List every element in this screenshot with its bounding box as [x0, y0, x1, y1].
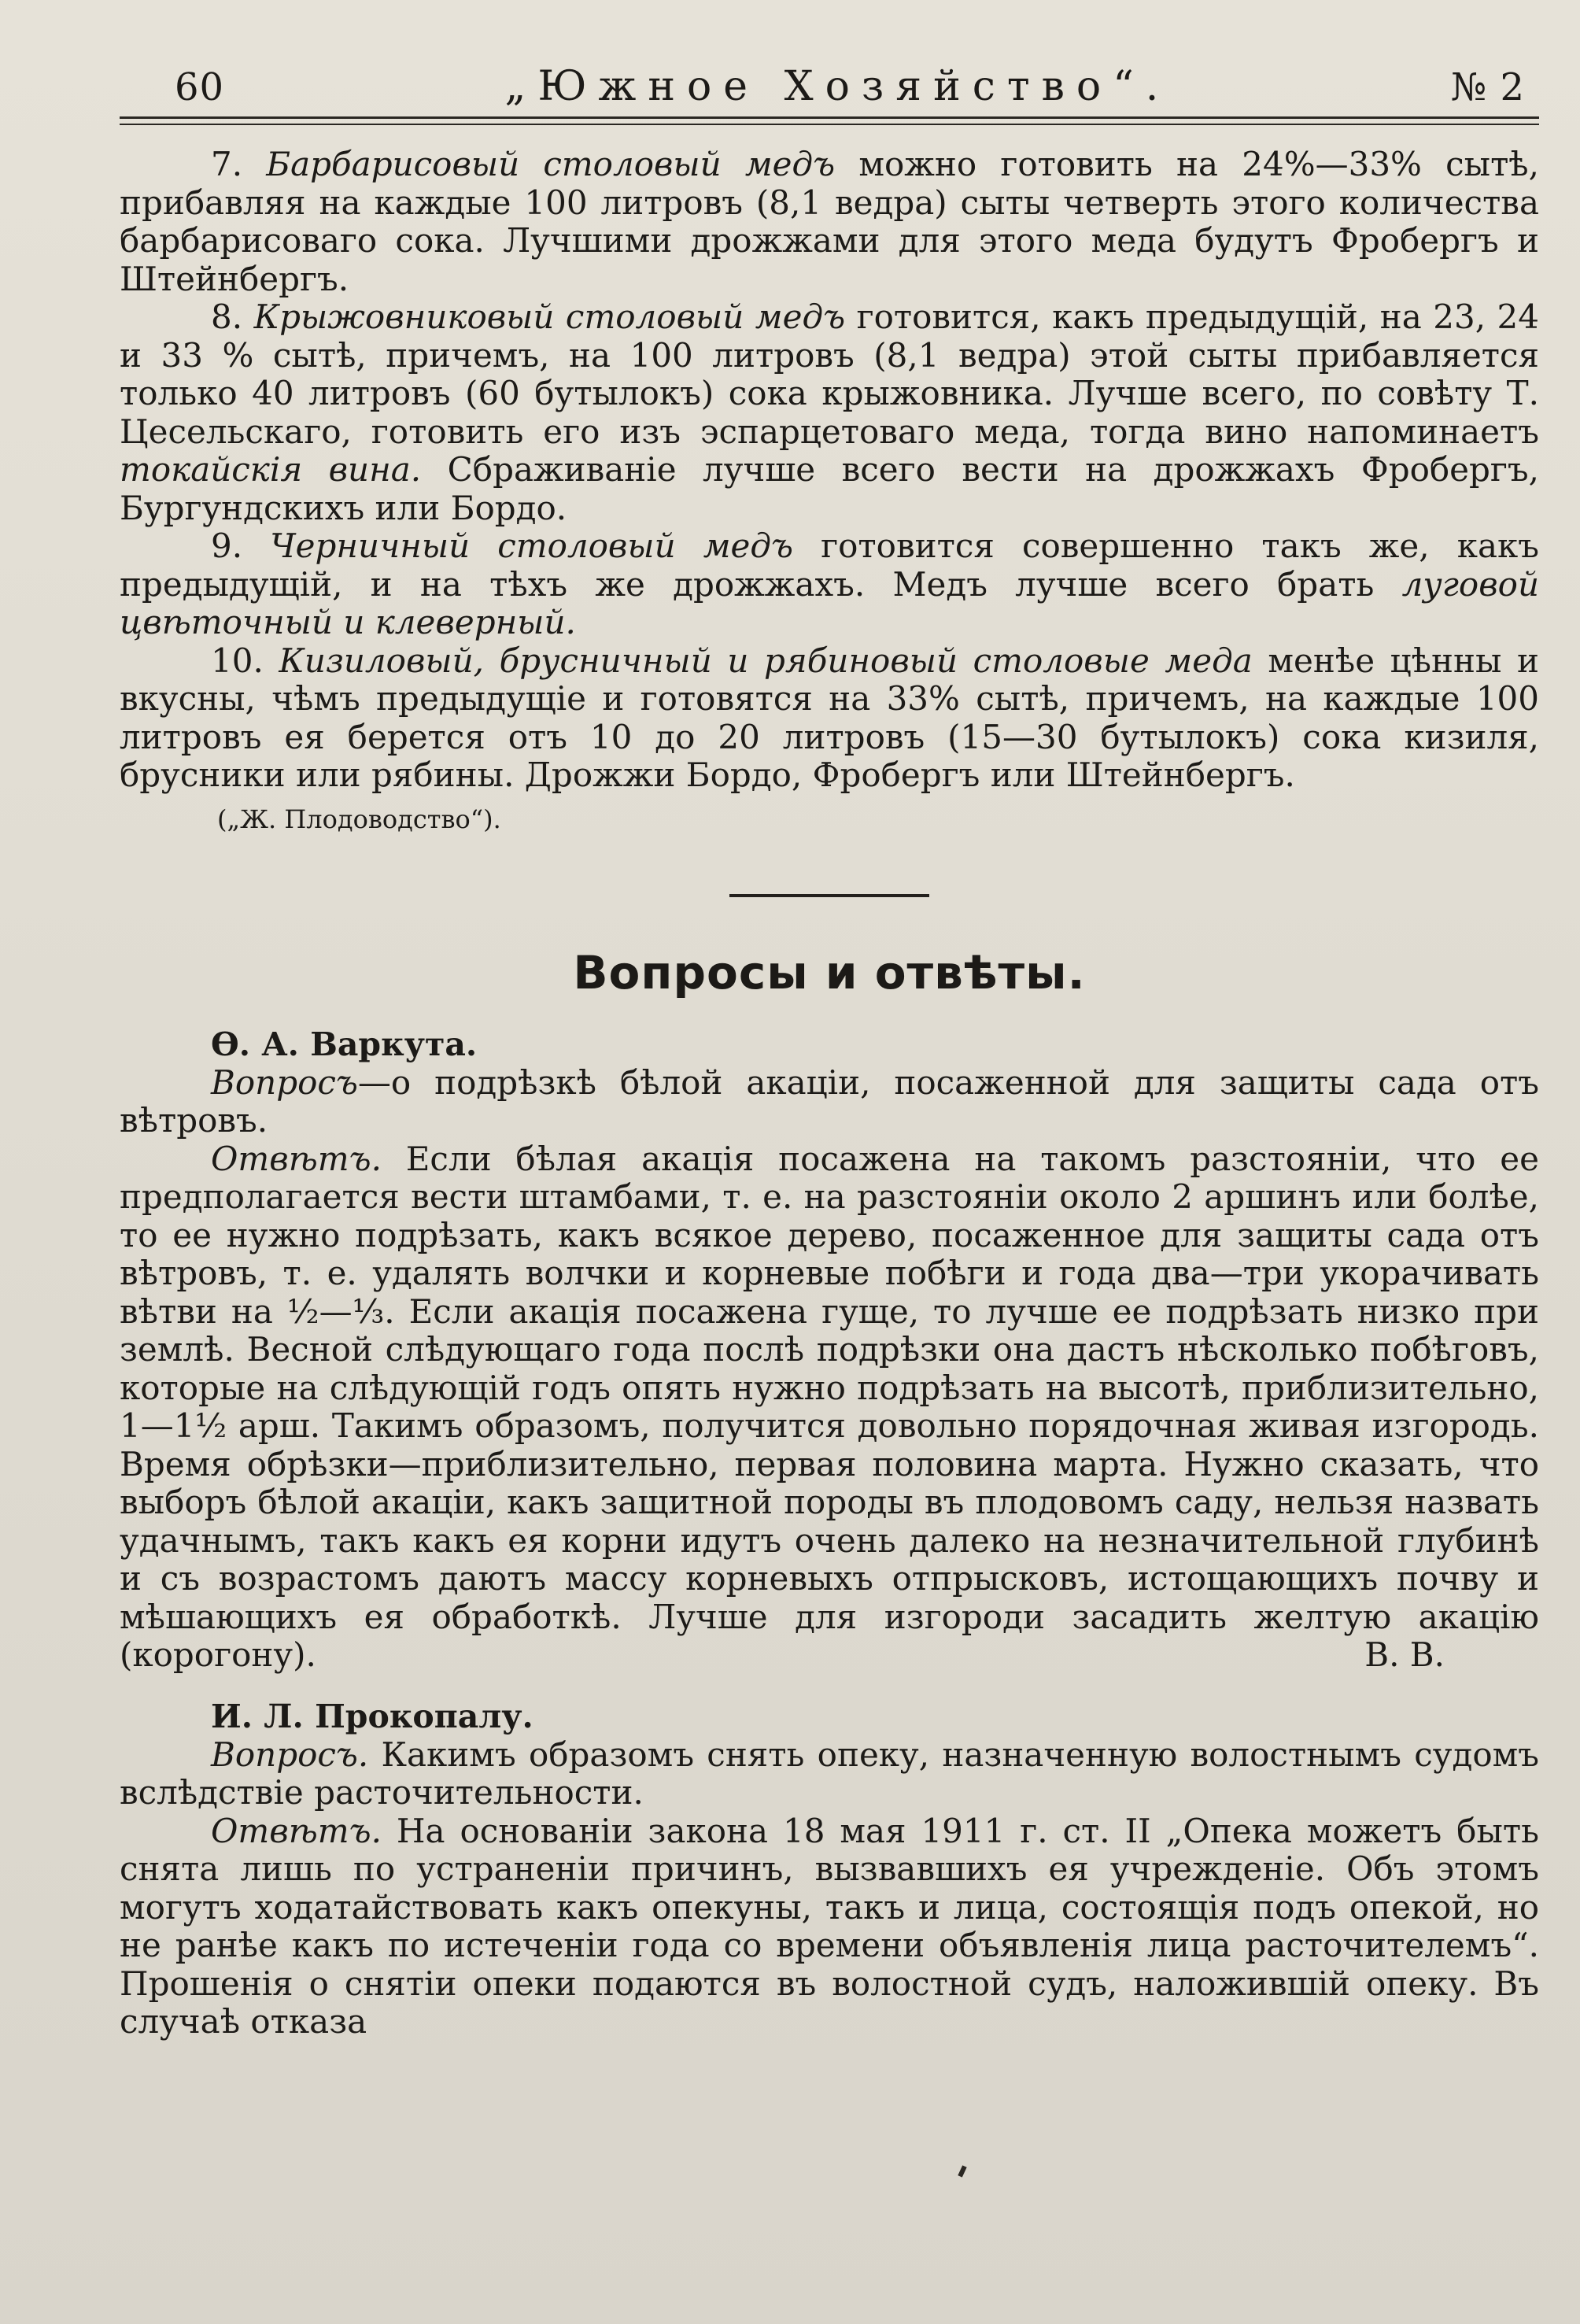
- paragraph-item-10: 10. Кизиловый, брусничный и рябиновый столовые меда менѣе цѣнны и вкусны, чѣмъ предыдущіе и готовятся на 33% сытѣ, причемъ, на каждые 100 литровъ ея берется отъ 10 до 20 литровъ (15—30 бутылокъ) сока кизиля, брусники или рябины. Дрожжи Бордо, Фробергъ или Штейнбергъ.: [120, 641, 1539, 794]
- signature: В. В.: [1364, 1635, 1445, 1674]
- paragraph-item-7: 7. Барбарисовый столовый медъ можно готовить на 24%—33% сытѣ, прибавляя на каждые 100 литровъ (8,1 ведра) сыты четверть этого количества барбарисоваго сока. Лучшими дрожжами для этого меда будутъ Фробергъ и Штейнбергъ.: [120, 145, 1539, 298]
- paragraph-item-9: 9. Черничный столовый медъ готовится совершенно такъ же, какъ предыдущій, и на тѣхъ же дрожжахъ. Медъ лучше всего брать луговой цвѣточный и клеверный.: [120, 527, 1539, 641]
- question: Вопросъ. Какимъ образомъ снять опеку, назначенную волостнымъ судомъ вслѣдствіе расточительности.: [120, 1735, 1539, 1812]
- answer: Отвѣтъ. Если бѣлая акація посажена на такомъ разстояніи, что ее предполагается вести штамбами, т. е. на разстояніи около 2 аршинъ или болѣе, то ее нужно подрѣзать, какъ всякое дерево, посаженное для защиты сада отъ вѣтровъ, т. е. удалять волчки и корневые побѣги и года два—три укорачивать вѣтви на ½—⅓. Если акація посажена гуще, то лучше ее подрѣзать низко при землѣ. Весной слѣдующаго года послѣ подрѣзки она дастъ нѣсколько побѣговъ, которые на слѣдующій годъ опять нужно подрѣзать на высотѣ, приблизительно, 1—1½ арш. Такимъ образомъ, получится довольно порядочная живая изгородь. Время обрѣзки—приблизительно, первая половина марта. Нужно сказать, что выборъ бѣлой акаціи, какъ защитной породы въ плодовомъ саду, нельзя назвать удачнымъ, такъ какъ ея корни идутъ очень далеко на незначительной глубинѣ и съ возрастомъ даютъ массу корневыхъ отпрысковъ, истощающихъ почву и мѣшающихъ ея обработкѣ. Лучше для изгороди засадить желтую акацію (корогону). В. В.: [120, 1139, 1539, 1674]
- addressee: И. Л. Прокопалу.: [211, 1697, 533, 1735]
- body-text: [120, 146, 1539, 837]
- paragraph-item-8: 8. Крыжовниковый столовый медъ готовится, какъ предыдущій, на 23, 24 и 33 % сытѣ, причемъ, на 100 литровъ (8,1 ведра) этой сыты прибавляется только 40 литровъ (60 бутылокъ) сока крыжовника. Лучше всего, по совѣту Т. Цесельскаго, готовить его изъ эспарцетоваго меда, тогда вино напоминаетъ токайскія вина. Сбраживаніе лучше всего вести на дрожжахъ Фробергъ, Бургундскихъ или Бордо.: [120, 297, 1539, 527]
- section-title: Вопросы и отвѣты.: [573, 945, 1086, 999]
- qa-section: [120, 1025, 1539, 2041]
- answer: Отвѣтъ. На основаніи закона 18 мая 1911 г. ст. II „Опека можетъ быть снята лишь по устраненіи причинъ, вызвавшихъ ея учрежденіе. Объ этомъ могутъ ходатайствовать какъ опекуны, такъ и лица, состоящія подъ опекой, но не ранѣе какъ по истеченіи года со времени объявленія лица расточителемъ“. Прошенія о снятіи опеки подаются въ волостной судъ, наложившій опеку. Въ случаѣ отказа: [120, 1811, 1539, 2041]
- issue-number: № 2: [1450, 65, 1525, 109]
- running-header: [120, 63, 1539, 119]
- header-rule: [120, 124, 1539, 125]
- section-divider: [729, 894, 929, 897]
- addressee: Ѳ. А. Варкута.: [211, 1025, 478, 1063]
- ink-mark: [958, 2165, 966, 2177]
- question: Вопросъ—о подрѣзкѣ бѣлой акаціи, посаженной для защиты сада отъ вѣтровъ.: [120, 1062, 1539, 1140]
- source-citation: („Ж. Плодоводство“).: [217, 804, 501, 834]
- page-number: 60: [175, 65, 225, 109]
- journal-title: „Южное Хозяйство“.: [504, 63, 1171, 110]
